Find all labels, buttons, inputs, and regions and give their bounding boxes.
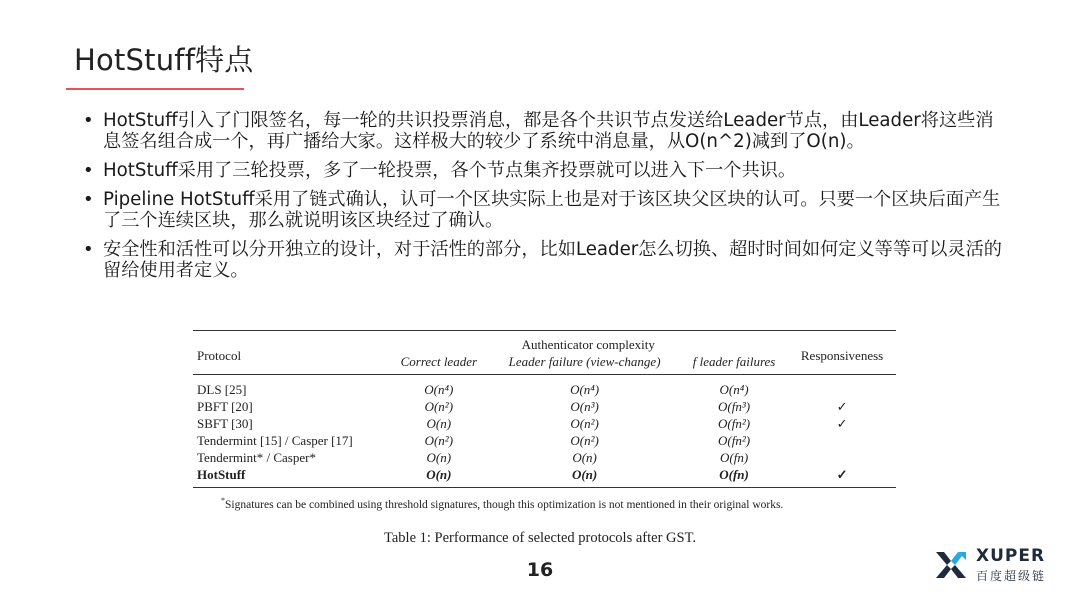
cell-responsiveness xyxy=(788,449,896,466)
cell-f: O(fn) xyxy=(719,450,749,465)
header-leader-failure: Leader failure (view-change) xyxy=(508,354,661,369)
cell-failure: O(n³) xyxy=(570,399,599,414)
table-row xyxy=(193,375,896,399)
footnote-text: Signatures can be combined using threshold signatures, though this optimization is not mentioned in their original works. xyxy=(225,498,784,511)
cell-failure: O(n) xyxy=(571,467,598,482)
bullet-item xyxy=(80,160,1005,181)
header-f-leader-failures: f leader failures xyxy=(692,354,776,369)
cell-failure: O(n²) xyxy=(570,416,599,431)
bullet-item xyxy=(80,110,1005,152)
cell-correct: O(n) xyxy=(426,450,452,465)
logo-subtitle: 百度超级链 xyxy=(976,569,1047,583)
bullet-dot-icon: • xyxy=(83,239,94,260)
logo-name: XUPER xyxy=(976,546,1046,566)
footnote-marker: * xyxy=(221,496,225,505)
cell-failure: O(n) xyxy=(572,450,597,465)
comparison-table-container xyxy=(193,330,896,488)
cell-responsiveness xyxy=(788,432,896,449)
table-row xyxy=(193,432,896,449)
cell-responsiveness xyxy=(788,375,896,399)
cell-protocol: DLS [25] xyxy=(197,382,247,397)
cell-correct: O(n²) xyxy=(424,399,454,414)
bullet-dot-icon: • xyxy=(83,160,94,181)
table-header-row xyxy=(193,331,896,354)
table-row xyxy=(193,449,896,466)
page-number: 16 xyxy=(526,559,554,581)
slide-title: HotStuff特点 xyxy=(74,43,254,77)
header-correct-leader: Correct leader xyxy=(400,354,478,369)
bullet-dot-icon: • xyxy=(83,189,94,210)
cell-correct: O(n²) xyxy=(424,433,454,448)
cell-responsiveness: ✓ xyxy=(836,416,848,431)
table-row xyxy=(193,466,896,488)
cell-protocol: SBFT [30] xyxy=(197,416,253,431)
bullet-text: HotStuff引入了门限签名，每一轮的共识投票消息，都是各个共识节点发送给Leader节点，由Leader将这些消息签名组合成一个，再广播给大家。这样极大的较少了系统中消息量，从O(n^2)减到了O(n)。 xyxy=(103,110,994,152)
cell-protocol: HotStuff xyxy=(197,467,246,482)
table-caption: Table 1: Performance of selected protocols after GST. xyxy=(384,530,696,546)
bullet-item xyxy=(80,239,1005,281)
cell-protocol: PBFT [20] xyxy=(197,399,253,414)
cell-correct: O(n) xyxy=(426,467,452,482)
cell-f: O(fn²) xyxy=(718,433,751,448)
bullet-text: 安全性和活性可以分开独立的设计，对于活性的部分，比如Leader怎么切换、超时时间如何定义等等可以灵活的留给使用者定义。 xyxy=(103,239,1002,281)
bullet-text: HotStuff采用了三轮投票，多了一轮投票，各个节点集齐投票就可以进入下一个共识。 xyxy=(103,160,797,181)
cell-failure: O(n²) xyxy=(570,433,599,448)
cell-protocol: Tendermint* / Casper* xyxy=(197,450,316,465)
comparison-table xyxy=(193,330,896,488)
cell-responsiveness: ✓ xyxy=(836,467,848,482)
cell-failure: O(n⁴) xyxy=(570,382,600,397)
cell-f: O(fn³) xyxy=(718,399,751,414)
cell-correct: O(n) xyxy=(426,416,452,431)
cell-f: O(n⁴) xyxy=(719,382,749,397)
table-row xyxy=(193,415,896,432)
cell-correct: O(n⁴) xyxy=(424,382,454,397)
table-row xyxy=(193,398,896,415)
cell-responsiveness: ✓ xyxy=(836,399,848,414)
cell-protocol: Tendermint [15] / Casper [17] xyxy=(197,433,353,448)
table-footnote xyxy=(221,496,783,511)
bullet-text: Pipeline HotStuff采用了链式确认，认可一个区块实际上也是对于该区块父区块的认可。只要一个区块后面产生了三个连续区块，那么就说明该区块经过了确认。 xyxy=(103,189,1001,231)
header-group: Authenticator complexity xyxy=(521,337,655,352)
bullet-item xyxy=(80,189,1005,231)
title-underline xyxy=(66,88,244,90)
bullet-list xyxy=(80,110,1005,289)
bullet-dot-icon: • xyxy=(83,110,94,131)
cell-f: O(fn) xyxy=(719,467,749,482)
xuper-logo xyxy=(934,546,1054,586)
xuper-logo-icon xyxy=(934,548,968,582)
header-protocol: Protocol xyxy=(197,347,242,363)
header-responsiveness: Responsiveness xyxy=(800,347,884,363)
cell-f: O(fn²) xyxy=(718,416,751,431)
